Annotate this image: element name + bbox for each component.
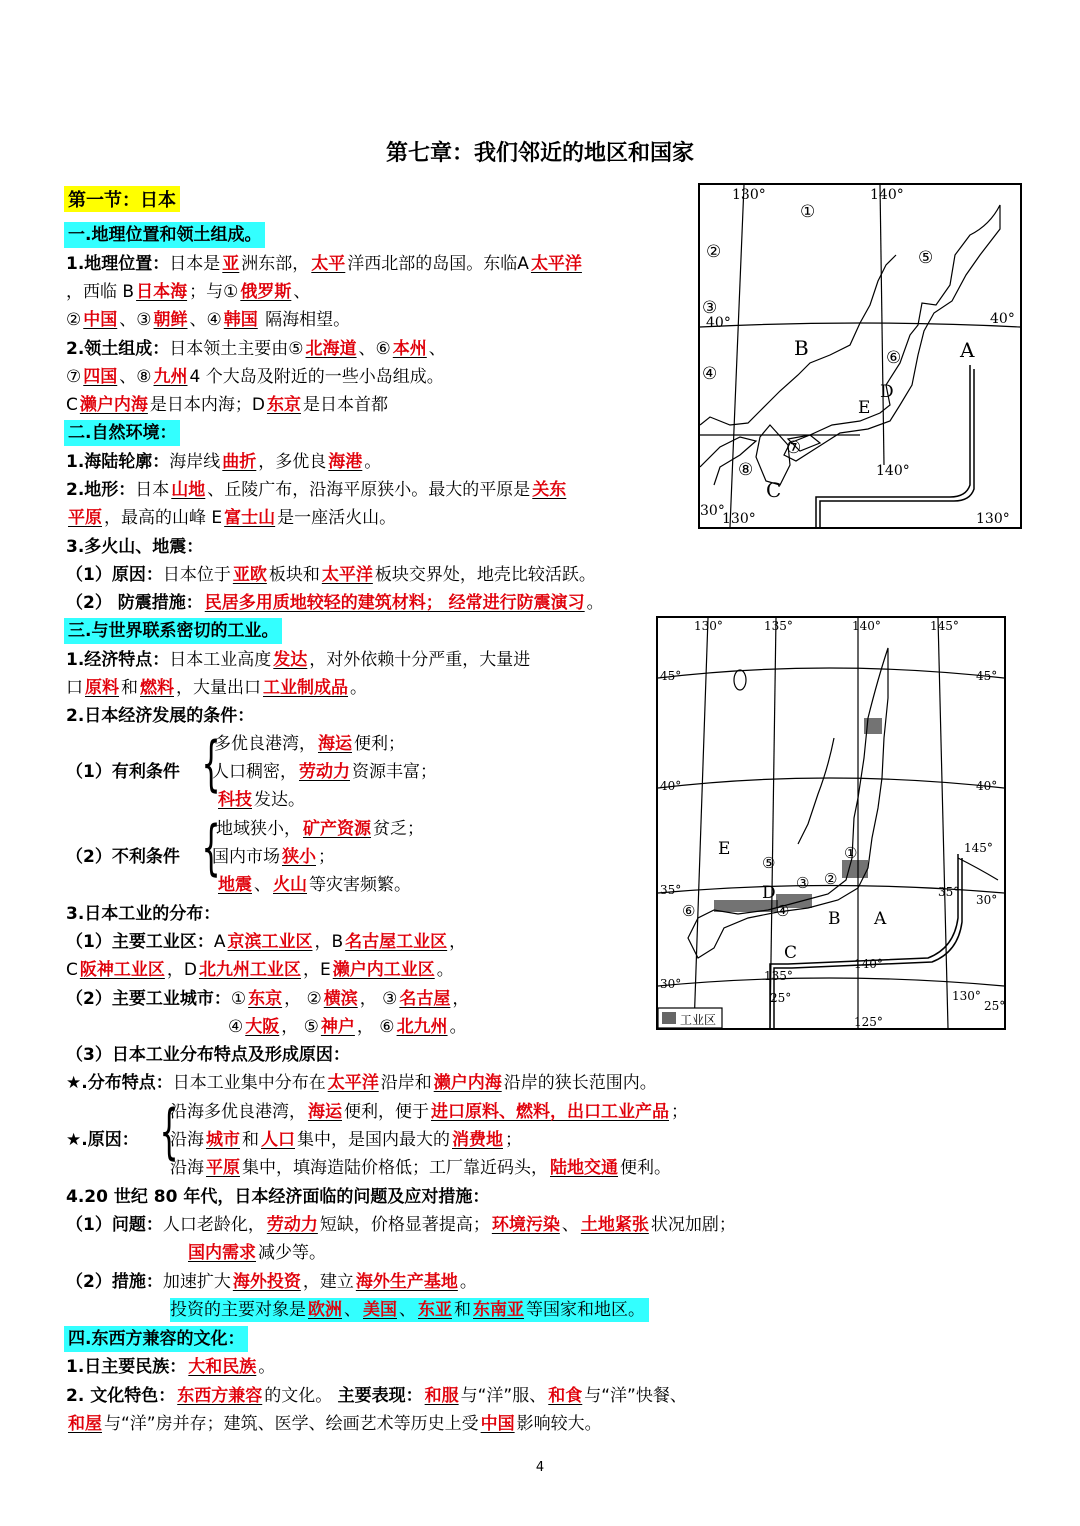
map-label: 35° [938,885,960,899]
map-label: 135° [764,619,793,633]
map-label: 140° [870,187,904,203]
text-line: （1）有利条件 [66,762,180,782]
text-line: 2.日本经济发展的条件： [66,706,255,726]
text-line: ，西临 B 日本海 ；与① 俄罗斯 、 [66,282,311,302]
text-line: （1）问题：人口老龄化， 劳动力 短缺，价格显著提高； 环境污染 、 土地紧张 状况加剧； [66,1215,736,1235]
map-label: ① [800,202,816,222]
subsection-heading: 二.自然环境： [64,420,180,446]
map-label: A [874,909,887,929]
japan-location-map [698,183,1022,529]
text-line: C 阪神工业区 ，D 北九州工业区 ，E 濑户内工业区 。 [66,960,454,980]
map-label: 125° [854,1015,883,1028]
legend-swatch [662,1012,676,1024]
text-line: ⑦ 四国 、⑧ 九州 4 个大岛及附近的一些小岛组成。 [66,367,444,387]
map-label: 145° [930,619,959,633]
map-label: 130° [694,619,723,633]
map-label: ④ [702,364,718,384]
map-label: 145° [964,841,993,855]
text-line: 沿海 城市 和 人口 集中，是国内最大的 消费地 ； [170,1130,522,1150]
text-line: ★.原因： [66,1130,139,1150]
subsection-heading: 四.东西方兼容的文化： [64,1326,248,1352]
map-label: B [828,909,841,929]
brace-icon: { [159,1097,179,1167]
map-label: 25° [770,991,792,1005]
map-label: 40° [660,779,682,793]
brace-icon: { [201,729,221,799]
map-label: 45° [976,669,998,683]
text-line: 1.地理位置：日本是 亚 洲东部， 太平 洋西北部的岛国。东临A 太平洋 [66,254,582,274]
brace-icon: { [201,813,221,883]
japan-industry-map [656,616,1006,1030]
text-line: 地域狭小， 矿产资源 贫乏； [216,819,424,839]
page-title: 第七章：我们邻近的地区和国家 [385,141,694,166]
map-label: ⑥ [886,348,902,368]
text-line: 2. 文化特色： 东西方兼容 的文化。 主要表现： 和服 与“洋”服、 和食 与“洋”快餐、 [66,1386,687,1406]
map-label: C [766,478,782,502]
map-label: ⑦ [786,438,802,458]
map-label: 140° [854,957,883,971]
map-label: 35° [660,883,682,897]
text-line: 3.多火山、地震： [66,537,204,557]
text-line: （3）日本工业分布特点及形成原因： [66,1045,350,1065]
map-label: 25° [984,999,1004,1013]
text-line: 科技 发达。 [218,790,305,810]
text-line: 地震 、 火山 等灾害频繁。 [218,875,411,895]
map-label: 40° [990,311,1015,327]
subsection-heading: 一.地理位置和领土组成。 [64,222,265,248]
text-line: 口 原料 和 燃料 ，大量出口 工业制成品 。 [66,678,367,698]
subsection-heading: 三.与世界联系密切的工业。 [64,618,282,644]
text-line: （2）不利条件 [66,847,180,867]
text-line: 平原 ，最高的山峰 E 富士山 是一座活火山。 [68,508,397,528]
text-line: 3.日本工业的分布： [66,904,221,924]
map-label: 130° [722,511,756,527]
map-label: ⑥ [682,902,696,920]
map-label: C [784,943,798,963]
text-line: 人口稠密， 劳动力 资源丰富； [212,762,437,782]
text-line: 4.20 世纪 80 年代，日本经济面临的问题及应对措施： [66,1187,490,1207]
map-label: ① [844,844,858,862]
map-svg [658,618,1004,1028]
text-line: 和屋 与“洋”房并存；建筑、医学、绘画艺术等历史上受 中国 影响较大。 [68,1414,602,1434]
text-line: C 濑户内海 是日本内海；D 东京 是日本首都 [66,395,388,415]
text-line: （2） 防震措施： 民居多用质地较轻的建筑材料； 经常进行防震演习 。 [66,593,604,613]
section-heading: 第一节：日本 [64,186,180,212]
map-legend: 工业区 [680,1013,717,1027]
highlight-line: 投资的主要对象是 欧洲 、 美国 、 东亚 和 东南亚 等国家和地区。 [170,1298,649,1322]
text-line: 沿海 平原 集中，填海造陆价格低；工厂靠近码头， 陆地交通 便利。 [170,1158,671,1178]
text-line: （2）主要工业城市：① 东京 ， ② 横滨 ， ③ 名古屋 ， [66,989,470,1009]
map-label: 140° [876,463,910,479]
map-label: ⑧ [738,460,754,480]
map-label: ⑤ [762,854,776,872]
map-label: 30° [700,503,725,519]
map-label: 130° [732,187,766,203]
map-label: ④ [776,902,790,920]
map-label: 45° [660,669,682,683]
text-line: 多优良港湾， 海运 便利； [214,734,405,754]
text-line: （2）措施：加速扩大 海外投资 ，建立 海外生产基地 。 [66,1272,477,1292]
map-label: E [718,839,731,859]
map-label: 30° [660,977,682,991]
map-label: B [794,336,809,360]
map-label: 40° [976,779,998,793]
map-label: 130° [952,989,981,1003]
map-label: ② [824,870,838,888]
map-svg [700,185,1020,527]
text-line: ② 中国 、③ 朝鲜 、④ 韩国 隔海相望。 [66,310,351,330]
map-label: ⑤ [918,248,934,268]
map-label: 30° [976,893,998,907]
text-line: 国内市场 狭小 ； [212,847,335,867]
page-number: 4 [535,1460,545,1475]
map-label: D [880,382,894,402]
map-label: E [858,398,871,418]
text-line: 2.领土组成：日本领土主要由⑤ 北海道 、⑥ 本州 、 [66,339,446,359]
map-label: ③ [702,298,718,318]
text-line: （1）原因：日本位于 亚欧 板块和 太平洋 板块交界处，地壳比较活跃。 [66,565,596,585]
map-label: 135° [764,969,793,983]
map-label: A [960,338,975,362]
map-label: 140° [852,619,881,633]
text-line: 1.海陆轮廓：海岸线 曲折 ，多优良 海港 。 [66,452,382,472]
text-line: 2.地形：日本 山地 、丘陵广布，沿海平原狭小。最大的平原是 关东 [66,480,567,500]
map-label: D [762,883,776,903]
map-label: ② [706,242,722,262]
map-label: ③ [796,874,810,892]
text-line: ★.分布特点：日本工业集中分布在 太平洋 沿岸和 濑户内海 沿岸的狭长范围内。 [66,1073,657,1093]
text-line: 沿海多优良港湾， 海运 便利，便于 进口原料、燃料，出口工业产品 ； [170,1102,688,1122]
text-line: 1.经济特点：日本工业高度 发达 ，对外依赖十分严重，大量进 [66,650,531,670]
map-label: 130° [976,511,1010,527]
text-line: 1.日主要民族： 大和民族 。 [66,1357,276,1377]
text-line: ④ 大阪 ， ⑤ 神户 ， ⑥ 北九州 。 [228,1017,467,1037]
text-line: 国内需求 减少等。 [188,1243,326,1263]
map-label: 40° [706,315,731,331]
text-line: （1）主要工业区：A 京滨工业区 ，B 名古屋工业区 ， [66,932,467,952]
